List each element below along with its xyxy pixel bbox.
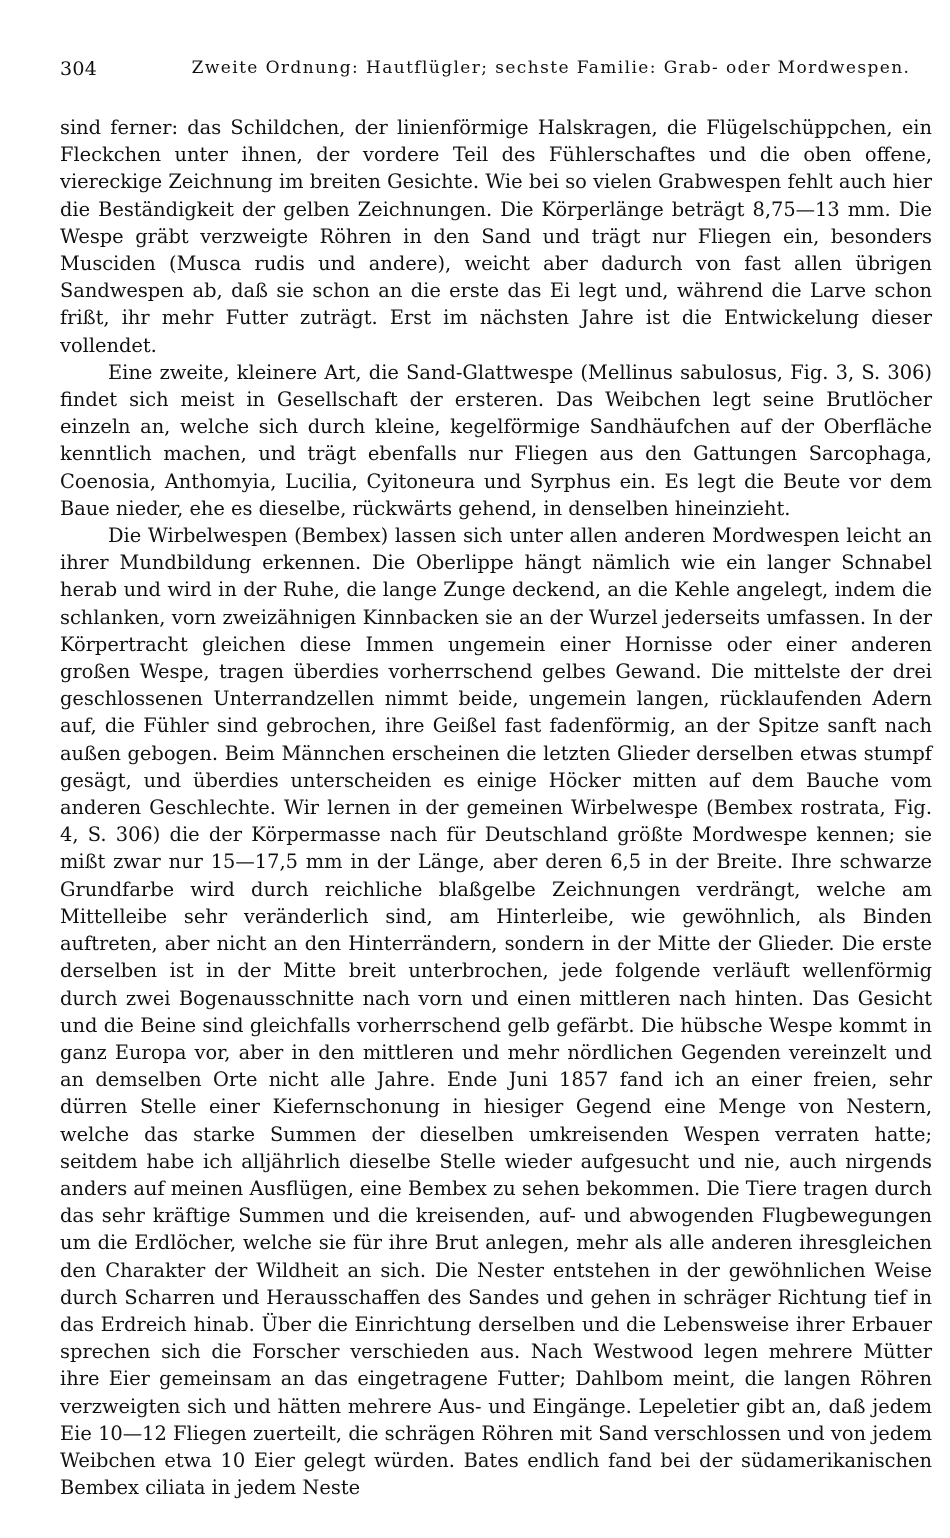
page-header bbox=[60, 50, 932, 84]
paragraph: Eine zweite, kleinere Art, die Sand-Glattwespe (Mellinus sabulosus, Fig. 3, S. 306) findet sich meist in Gesellschaft der ersteren. Das Weibchen legt seine Brutlöcher einzeln an, welche sich durch kleine, kegelförmige Sandhäufchen auf der Oberfläche kenntlich machen, und trägt ebenfalls nur Fliegen aus den Gattungen Sarcophaga, Coenosia, Anthomyia, Lucilia, Cyitoneura und Syrphus ein. Es legt die Beute vor dem Baue nieder, ehe es dieselbe, rückwärts gehend, in denselben hineinzieht. bbox=[60, 360, 932, 520]
page-number: 304 bbox=[60, 58, 98, 80]
document-page bbox=[60, 50, 932, 1501]
running-head: Zweite Ordnung: Hautflügler; sechste Familie: Grab- oder Mordwespen. bbox=[191, 58, 911, 78]
paragraph: Die Wirbelwespen (Bembex) lassen sich unter allen anderen Mordwespen leicht an ihrer Mundbildung erkennen. Die Oberlippe hängt nämlich wie ein langer Schnabel herab und wird in der Ruhe, die lange Zunge deckend, an die Kehle angelegt, indem die schlanken, vorn zweizähnigen Kinnbacken sie an der Wurzel jederseits umfassen. In der Körpertracht gleichen diese Immen ungemein einer Hornisse oder einer anderen großen Wespe, tragen überdies vorherrschend gelbes Gewand. Die mittelste der drei geschlossenen Unterrandzellen nimmt beide, ungemein langen, rücklaufenden Adern auf, die Fühler sind gebrochen, ihre Geißel fast fadenförmig, an der Spitze sanft nach außen gebogen. Beim Männchen erscheinen die letzten Glieder derselben etwas stumpf gesägt, und überdies unterscheiden es einige Höcker mitten auf dem Bauche vom anderen Geschlechte. Wir lernen in der gemeinen Wirbelwespe (Bembex rostrata, Fig. 4, S. 306) die der Körpermasse nach für Deutschland größte Mordwespe kennen; sie mißt zwar nur 15—17,5 mm in der Länge, aber deren 6,5 in der Breite. Ihre schwarze Grundfarbe wird durch reichliche blaßgelbe Zeichnungen verdrängt, welche am Mittelleibe sehr veränderlich sind, am Hinterleibe, wie gewöhnlich, als Binden auftreten, aber nicht an den Hinterrändern, sondern in der Mitte der Glieder. Die erste derselben ist in der Mitte breit unterbrochen, jede folgende verläuft wellenförmig durch zwei Bogenausschnitte nach vorn und einen mittleren nach hinten. Das Gesicht und die Beine sind gleichfalls vorherrschend gelb gefärbt. Die hübsche Wespe kommt in ganz Europa vor, aber in den mittleren und mehr nördlichen Gegenden vereinzelt und an demselben Orte nicht alle Jahre. Ende Juni 1857 fand ich an einer freien, sehr dürren Stelle einer Kiefernschonung in hiesiger Gegend eine Menge von Nestern, welche das starke Summen der dieselben umkreisenden Wespen verraten hatte; seitdem habe ich alljährlich dieselbe Stelle wieder aufgesucht und nie, auch nirgends anders auf meinen Ausflügen, eine Bembex zu sehen bekommen. Die Tiere tragen durch das sehr kräftige Summen und die kreisenden, auf- und abwogenden Flugbewegungen um die Erdlöcher, welche sie für ihre Brut anlegen, mehr als alle anderen ihresgleichen den Charakter der Wildheit an sich. Die Nester entstehen in der gewöhnlichen Weise durch Scharren und Herausschaffen des Sandes und gehen in schräger Richtung tief in das Erdreich hinab. Über die Einrichtung derselben und die Lebensweise ihrer Erbauer sprechen sich die Forscher verschieden aus. Nach Westwood legen mehrere Mütter ihre Eier gemeinsam an das eingetragene Futter; Dahlbom meint, die langen Röhren verzweigten sich und hätten mehrere Aus- und Eingänge. Lepeletier gibt an, daß jedem Eie 10—12 Fliegen zuerteilt, die schrägen Röhren mit Sand verschlossen und von jedem Weibchen etwa 10 Eier gelegt würden. Bates endlich fand bei der südamerikanischen Bembex ciliata in jedem Neste bbox=[60, 524, 932, 1500]
paragraph: sind ferner: das Schildchen, der linienförmige Halskragen, die Flügelschüppchen, ein Fleckchen unter ihnen, der vordere Teil des Fühlerschaftes und die oben offene, viereckige Zeichnung im breiten Gesichte. Wie bei so vielen Grabwespen fehlt auch hier die Beständigkeit der gelben Zeichnungen. Die Körperlänge beträgt 8,75—13 mm. Die Wespe gräbt verzweigte Röhren in den Sand und trägt nur Fliegen ein, besonders Musciden (Musca rudis und andere), weicht aber dadurch von fast allen übrigen Sandwespen ab, daß sie schon an die erste das Ei legt und, während die Larve schon frißt, ihr mehr Futter zuträgt. Erst im nächsten Jahre ist die Entwickelung dieser vollendet. bbox=[60, 116, 932, 357]
body-text bbox=[60, 114, 932, 1501]
